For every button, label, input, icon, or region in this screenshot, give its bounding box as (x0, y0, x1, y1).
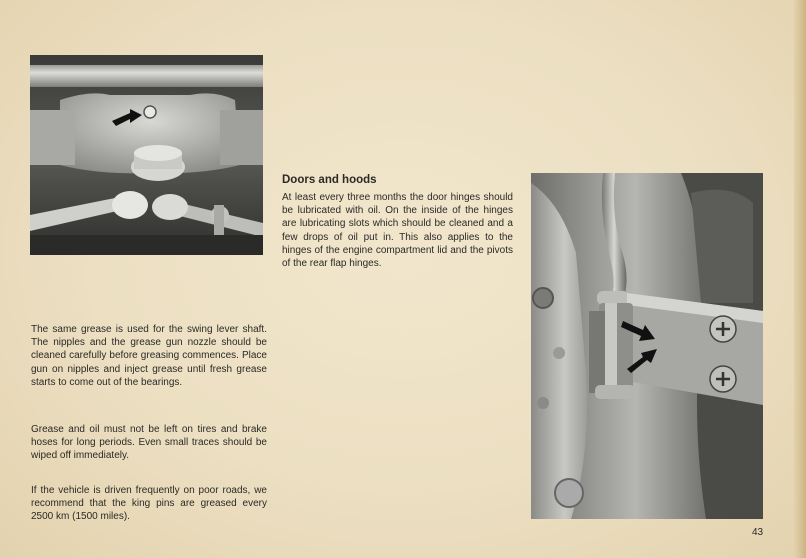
swing-lever-paragraph: The same grease is used for the swing lever shaft. The nipples and the grease gun nozzle should be cleaned carefully before greasing commences. Place gun on nipples and inject grease until fresh grease starts to come out of the bearings. (31, 324, 267, 388)
door-hinge-photo (531, 173, 763, 519)
doors-hoods-paragraph: At least every three months the door hinges should be lubricated with oil. On the inside of the hinges are lubricating slots which should be cleaned and a few drops of oil put in. This also applies to the hinges of the engine compartment lid and the pivots of the rear flap hinges. (282, 192, 513, 270)
king-pins-paragraph: If the vehicle is driven frequently on poor roads, we recommend that the king pins are greased every 2500 km (1500 miles). (31, 485, 267, 523)
doors-hoods-heading: Doors and hoods (282, 174, 377, 186)
axle-grease-nipple-photo (30, 55, 263, 255)
page-edge (794, 0, 806, 558)
page-number: 43 (752, 527, 764, 538)
oil-warning-paragraph: Grease and oil must not be left on tires and brake hoses for long periods. Even small traces should be wiped off immediately. (31, 424, 267, 462)
